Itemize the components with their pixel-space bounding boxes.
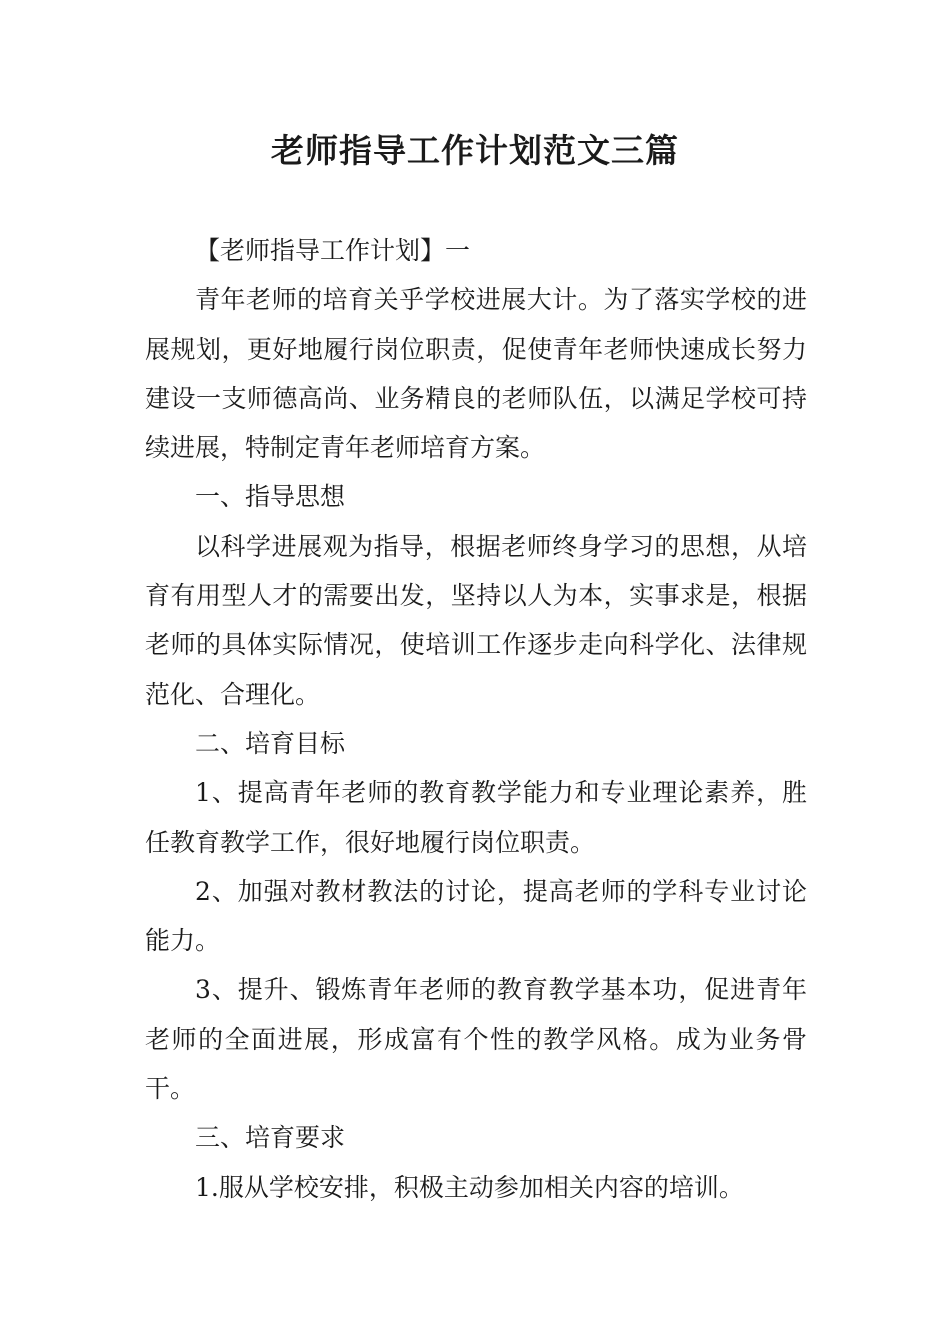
section-heading-training-requirements: 三、培育要求 [195,1123,346,1153]
section-heading-plan-one: 【老师指导工作计划】一 [195,236,471,265]
paragraph-goal-1: 1、提高青年老师的教育教学能力和专业理论素养，胜任教育教学工作，很好地履行岗位职责。 [145,778,807,857]
section-heading-training-goals: 二、培育目标 [195,728,346,758]
paragraph-guiding-thought: 以科学进展观为指导，根据老师终身学习的思想，从培育有用型人才的需要出发，坚持以人为本，实事求是，根据老师的具体实际情况，使培训工作逐步走向科学化、法律规范化、合理化。 [145,531,807,709]
paragraph-goal-3: 3、提升、锻炼青年老师的教育教学基本功，促进青年老师的全面进展，形成富有个性的教学风格。成为业务骨干。 [145,975,807,1104]
paragraph-requirement-1: 1.服从学校安排，积极主动参加相关内容的培训。 [195,1172,744,1202]
document-title: 老师指导工作计划范文三篇 [271,131,679,170]
section-heading-guiding-thought: 一、指导思想 [195,482,346,512]
paragraph-intro: 青年老师的培育关乎学校进展大计。为了落实学校的进展规划，更好地履行岗位职责，促使青年老师快速成长努力建设一支师德高尚、业务精良的老师队伍，以满足学校可持续进展，特制定青年老师培育方案。 [145,285,807,463]
paragraph-goal-2: 2、加强对教材教法的讨论，提高老师的学科专业讨论能力。 [145,876,807,956]
document-body [145,226,807,1212]
